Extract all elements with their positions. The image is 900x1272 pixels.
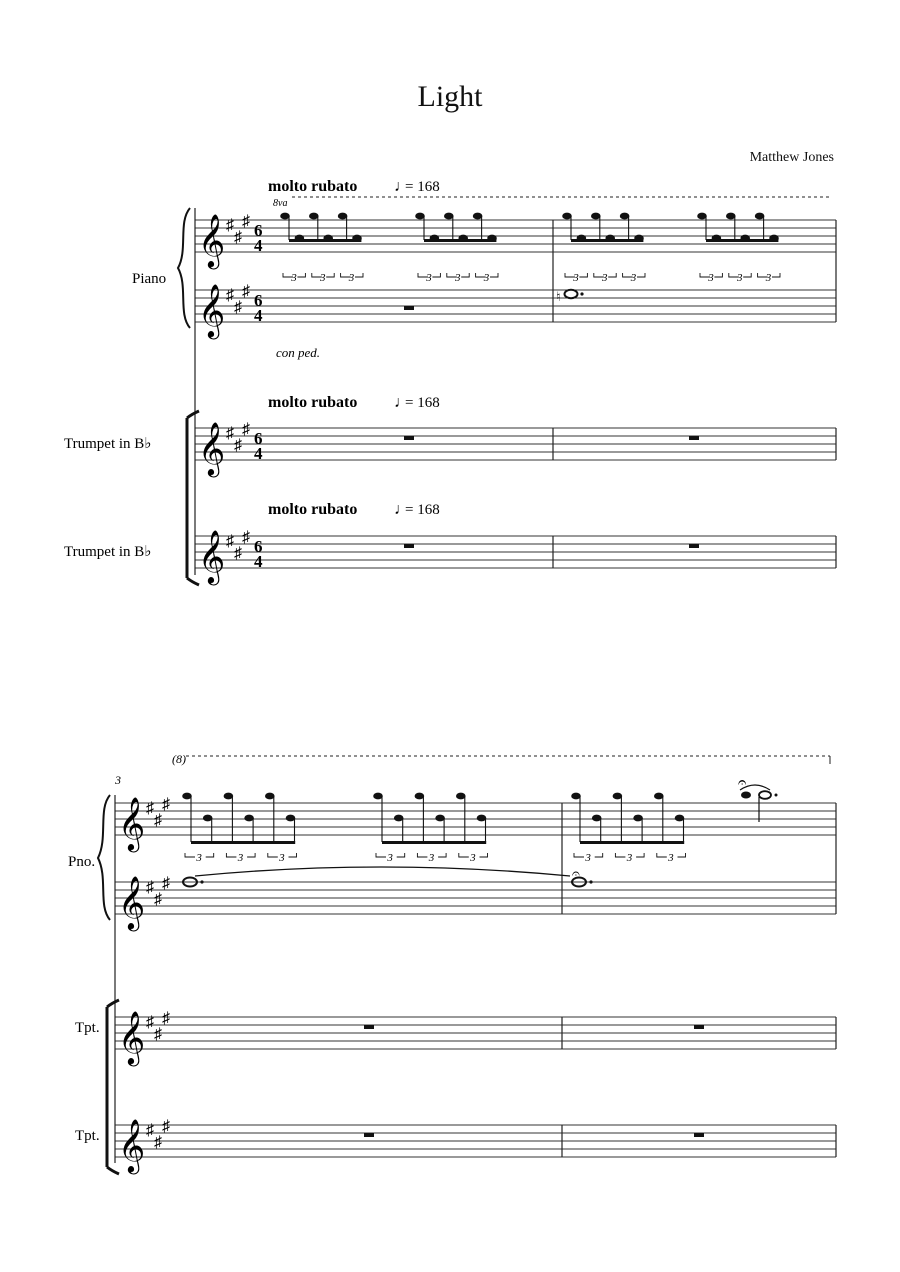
whole-rest bbox=[404, 436, 414, 440]
tuplet-number: 3 bbox=[585, 852, 591, 864]
sharp-icon: ♯ bbox=[234, 299, 242, 316]
barlines-system-1 bbox=[553, 220, 836, 568]
tuplet-bracket bbox=[772, 273, 780, 277]
treble-clef-icon: 𝄞 bbox=[198, 531, 226, 582]
sharp-icon: ♯ bbox=[146, 1122, 154, 1139]
time-signature-top: 6 bbox=[254, 291, 263, 310]
augmentation-dot bbox=[775, 794, 778, 797]
note-head bbox=[265, 793, 275, 800]
tuplet-bracket bbox=[637, 273, 645, 277]
half-note bbox=[759, 791, 771, 799]
tuplet-number: 3 bbox=[630, 272, 637, 284]
tuplet-bracket bbox=[678, 853, 686, 857]
sharp-icon: ♯ bbox=[242, 421, 250, 438]
time-signature-top: 6 bbox=[254, 537, 263, 556]
sharp-icon: ♯ bbox=[234, 229, 242, 246]
tempo-value: = 168 bbox=[405, 179, 440, 195]
tuplet-number: 3 bbox=[602, 272, 608, 284]
staff-trumpet-1 bbox=[195, 428, 836, 460]
time-signature-bottom: 4 bbox=[254, 306, 263, 325]
tuplet-bracket bbox=[289, 853, 297, 857]
note-head bbox=[613, 793, 623, 800]
tuplet-number: 3 bbox=[196, 852, 202, 864]
sharp-icon: ♯ bbox=[226, 217, 234, 234]
note-head bbox=[394, 815, 404, 822]
tuplet-number: 3 bbox=[737, 272, 743, 284]
beam bbox=[289, 239, 361, 242]
time-signature-bottom: 4 bbox=[254, 444, 263, 463]
tuplet-number: 3 bbox=[291, 272, 297, 284]
whole-rest bbox=[689, 436, 699, 440]
time-signature-bottom: 4 bbox=[254, 552, 263, 571]
tuplet-number: 3 bbox=[237, 852, 244, 864]
whole-rest bbox=[404, 306, 414, 310]
note-head bbox=[203, 815, 213, 822]
staff-piano-rh bbox=[195, 220, 836, 252]
tuplet-number: 3 bbox=[765, 272, 772, 284]
treble-clef-icon: 𝄞 bbox=[118, 1120, 146, 1171]
augmentation-dot bbox=[200, 880, 203, 883]
whole-rest bbox=[364, 1133, 374, 1137]
sharp-icon: ♯ bbox=[226, 533, 234, 550]
tuplet-number: 3 bbox=[573, 272, 579, 284]
note-head bbox=[415, 213, 425, 220]
sharp-icon: ♯ bbox=[162, 1010, 170, 1027]
note-head bbox=[338, 213, 348, 220]
instrument-name-piano: Piano bbox=[132, 271, 167, 287]
sharp-icon: ♯ bbox=[226, 287, 234, 304]
sharp-icon: ♯ bbox=[154, 1134, 162, 1151]
tuplet-number: 3 bbox=[708, 272, 714, 284]
tempo-value-tpt1: = 168 bbox=[405, 395, 440, 411]
instrument-name-piano-short: Pno. bbox=[68, 854, 96, 870]
treble-clef-icon: 𝄞 bbox=[198, 423, 226, 474]
fermata-icon: 𝄐 bbox=[738, 775, 747, 791]
sharp-icon: ♯ bbox=[162, 875, 170, 892]
system-1 bbox=[64, 178, 836, 585]
time-signature-bottom: 4 bbox=[254, 236, 263, 255]
treble-clef-icon: 𝄞 bbox=[198, 285, 226, 336]
note-head bbox=[473, 213, 483, 220]
tuplet-bracket bbox=[480, 853, 488, 857]
sharp-icon: ♯ bbox=[226, 425, 234, 442]
note-head bbox=[444, 213, 454, 220]
tempo-note-icon-tpt2: ♩ bbox=[394, 501, 410, 518]
tuplet-number: 3 bbox=[483, 272, 490, 284]
tuplet-bracket bbox=[459, 853, 469, 857]
tuplet-bracket bbox=[574, 853, 584, 857]
tuplet-bracket bbox=[206, 853, 214, 857]
tuplet-bracket bbox=[657, 853, 667, 857]
whole-rest bbox=[404, 544, 414, 548]
staff-trumpet-2 bbox=[195, 536, 836, 568]
note-head bbox=[435, 815, 445, 822]
tuplet-number: 3 bbox=[428, 852, 435, 864]
tuplet-bracket bbox=[432, 273, 440, 277]
note-head bbox=[571, 793, 581, 800]
tuplet-bracket bbox=[376, 853, 386, 857]
composer-name: Matthew Jones bbox=[749, 150, 834, 165]
note-head bbox=[726, 213, 736, 220]
ottava-mark: 8va bbox=[273, 198, 288, 209]
augmentation-dot bbox=[589, 880, 592, 883]
tuplet-bracket bbox=[579, 273, 587, 277]
instrument-name-trumpet-2-short: Tpt. bbox=[75, 1128, 100, 1144]
tuplet-number: 3 bbox=[455, 272, 461, 284]
tuplet-number: 3 bbox=[626, 852, 633, 864]
instrument-name-trumpet-2: Trumpet in B♭ bbox=[64, 544, 152, 560]
instrument-name-trumpet-1-short: Tpt. bbox=[75, 1020, 100, 1036]
note-head bbox=[415, 793, 425, 800]
tempo-text: molto rubato bbox=[268, 178, 358, 195]
treble-clef-icon: 𝄞 bbox=[118, 877, 146, 928]
whole-note bbox=[565, 290, 578, 298]
system-2 bbox=[68, 752, 836, 1174]
note-head bbox=[373, 793, 383, 800]
tuplet-bracket bbox=[417, 853, 427, 857]
tuplet-bracket bbox=[438, 853, 446, 857]
tempo-note-icon-tpt1: ♩ bbox=[394, 394, 410, 411]
sharp-icon: ♯ bbox=[154, 1026, 162, 1043]
whole-rest bbox=[689, 544, 699, 548]
staff-piano-lh-2 bbox=[115, 882, 836, 914]
tuplet-bracket bbox=[490, 273, 498, 277]
tuplet-bracket bbox=[461, 273, 469, 277]
tuplet-number: 3 bbox=[320, 272, 326, 284]
sharp-icon: ♯ bbox=[154, 812, 162, 829]
tuplet-bracket bbox=[608, 273, 616, 277]
sharp-icon: ♯ bbox=[234, 437, 242, 454]
tuplet-number: 3 bbox=[470, 852, 476, 864]
beam bbox=[571, 239, 643, 242]
note-head bbox=[244, 815, 254, 822]
triplet-notes-system-1 bbox=[280, 213, 780, 284]
treble-clef-icon: 𝄞 bbox=[118, 798, 146, 849]
note-head bbox=[182, 793, 192, 800]
note-head bbox=[224, 793, 234, 800]
time-signature-top: 6 bbox=[254, 221, 263, 240]
beam bbox=[382, 841, 486, 844]
tuplet-bracket bbox=[636, 853, 644, 857]
sharp-icon: ♯ bbox=[234, 545, 242, 562]
tempo-text-tpt1: molto rubato bbox=[268, 394, 358, 411]
beam bbox=[191, 841, 295, 844]
tuplet-number: 3 bbox=[387, 852, 393, 864]
note-head bbox=[309, 213, 319, 220]
tuplet-bracket bbox=[714, 273, 722, 277]
note-head bbox=[591, 213, 601, 220]
measure-number: 3 bbox=[115, 773, 121, 787]
sharp-icon: ♯ bbox=[162, 1118, 170, 1135]
tuplet-bracket bbox=[326, 273, 334, 277]
beam bbox=[706, 239, 778, 242]
note-head bbox=[675, 815, 685, 822]
sharp-icon: ♯ bbox=[146, 879, 154, 896]
tie bbox=[195, 867, 570, 876]
staff-piano-rh-2 bbox=[115, 803, 836, 835]
whole-rest bbox=[694, 1133, 704, 1137]
tempo-value-tpt2: = 168 bbox=[405, 502, 440, 518]
pedal-marking: con ped. bbox=[276, 345, 321, 360]
beam bbox=[580, 841, 684, 844]
treble-clef-icon: 𝄞 bbox=[198, 215, 226, 266]
tuplet-number: 3 bbox=[668, 852, 674, 864]
note-head bbox=[286, 815, 296, 822]
note-head bbox=[620, 213, 630, 220]
tuplet-bracket bbox=[185, 853, 195, 857]
tuplet-bracket bbox=[615, 853, 625, 857]
tuplet-number: 3 bbox=[348, 272, 355, 284]
clefs-system-1 bbox=[198, 213, 263, 585]
sharp-icon: ♯ bbox=[146, 1014, 154, 1031]
beam bbox=[424, 239, 496, 242]
tuplet-bracket bbox=[397, 853, 405, 857]
instrument-name-trumpet-1: Trumpet in B♭ bbox=[64, 436, 152, 452]
fermata-icon: 𝄐 bbox=[572, 867, 580, 882]
tempo-note-icon: ♩ bbox=[394, 178, 410, 195]
piano-brace bbox=[98, 795, 110, 920]
sharp-icon: ♯ bbox=[162, 796, 170, 813]
tuplet-bracket bbox=[297, 273, 305, 277]
sharp-icon: ♯ bbox=[242, 213, 250, 230]
tuplet-number: 3 bbox=[279, 852, 285, 864]
whole-rest bbox=[364, 1025, 374, 1029]
sharp-icon: ♯ bbox=[242, 283, 250, 300]
note-head bbox=[592, 815, 602, 822]
time-signature-top: 6 bbox=[254, 429, 263, 448]
tuplet-bracket bbox=[743, 273, 751, 277]
sharp-icon: ♯ bbox=[146, 800, 154, 817]
tuplet-bracket bbox=[268, 853, 278, 857]
treble-clef-icon: 𝄞 bbox=[118, 1012, 146, 1063]
note-head bbox=[633, 815, 643, 822]
staff-trumpet-2-2 bbox=[115, 1125, 836, 1157]
note-head bbox=[755, 213, 765, 220]
note-head bbox=[562, 213, 572, 220]
tuplet-bracket bbox=[247, 853, 255, 857]
note-head bbox=[654, 793, 664, 800]
tuplet-number: 3 bbox=[426, 272, 432, 284]
clefs-system-2 bbox=[118, 796, 170, 1174]
note-head bbox=[741, 792, 751, 799]
whole-rest bbox=[694, 1025, 704, 1029]
sharp-icon: ♯ bbox=[242, 529, 250, 546]
note-head bbox=[697, 213, 707, 220]
note-head bbox=[456, 793, 466, 800]
tuplet-bracket bbox=[355, 273, 363, 277]
natural-sign: ♮ bbox=[556, 289, 561, 304]
note-head bbox=[280, 213, 290, 220]
piano-brace bbox=[178, 208, 190, 328]
tempo-text-tpt2: molto rubato bbox=[268, 501, 358, 518]
staff-piano-lh bbox=[195, 290, 836, 322]
tuplet-bracket bbox=[595, 853, 603, 857]
note-head bbox=[477, 815, 487, 822]
sharp-icon: ♯ bbox=[154, 891, 162, 908]
augmentation-dot bbox=[580, 292, 583, 295]
piece-title: Light bbox=[417, 80, 483, 113]
tuplet-bracket bbox=[226, 853, 236, 857]
staff-trumpet-1-2 bbox=[115, 1017, 836, 1049]
ottava-continued-mark: (8) bbox=[172, 752, 186, 766]
